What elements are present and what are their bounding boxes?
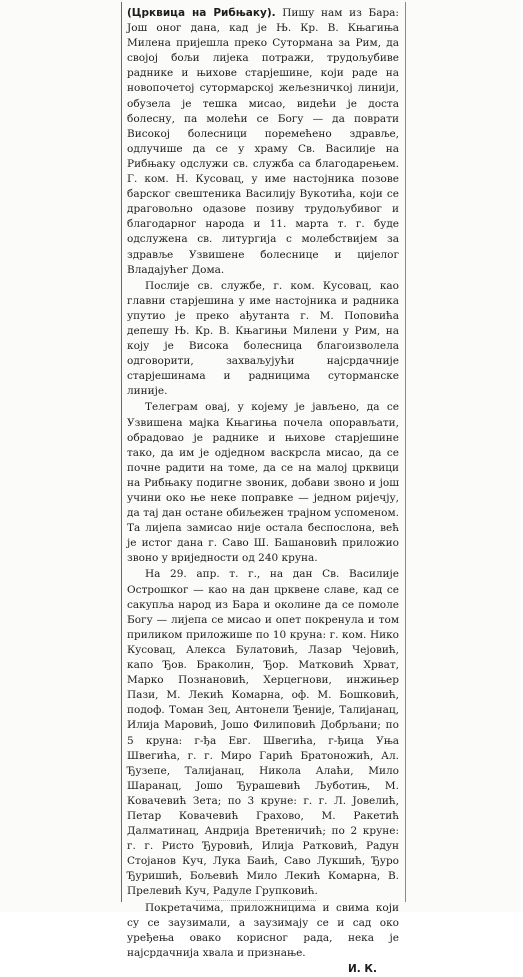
article-paragraph-4: На 29. апр. т. г., на дан Св. Василије Острошког — као на дан црквене славе, кад се сакупља народ из Бара и околине да се помоле Богу — лијепа се мисао и опет покренула и том приликом приложише по 10 круна: г. ком. Нико Кусовац, Алекса Булатовић, Лазар Чејовић, капо Ђов. Браколин, Ђор. Матковић Хрват, Марко Познановић, Херцегнови, инжињер Пази, М. Лекић Комарна, оф. М. Бошковић, подоф. Томан Зец, Антонели Ђеније, Талијанац, Илија Маровић, Јошо Филиповић Добрљани; по 5 круна: г-ђа Евг. Швегића, г-ђица Уња Швегића, г. г. Миро Гарић Братоножић, Ал. Ђузепе, Талијанац, Никола Алаћи, Мило Шаранац, Јошо Ђурашевић Љуботињ, М. Ковачевић Зета; по 3 круне: г. г. Л. Јовелић, Петар Ковачевић Грахово, М. Ракетић Далматинац, Андрија Вретеничић; по 2 круне: г. г. Ристо Ђуровић, Илија Ратковић, Радун Стојанов Куч, Лука Баић, Саво Лукшић, Ђуро Ђуришић, Бољевић Мило Лекић Комарна, В. Прелевић Куч, Радуле Групковић.	[127, 568, 399, 898]
article-paragraph-2: Послије св. службе, г. ком. Кусовац, као главни старјешина у име настојника и радника упутио је преко ађутанта г. М. Поповића депешу Њ. Кр. В. Књагињи Милени у Рим, на коју је Висока болесница благоизволела одговорити, захваљујући најсрдачније старјешинама и радницима суторманске линије.	[127, 279, 399, 398]
paragraph-text: Пишу нам из Бара: Још оног дана, кад је Њ. Кр. В. Књагиња Милена пријешла преко Сутормана за Рим, да својој бољи лијека потражи, трудољубиве раднике и њихове старјешине, који раде на новопочетој сутормарској жељезничкој линији, обузела је тешка мисао, видећи је доста болесну, па молећи се Богу — да поврати Високој болесници поремећено здравље, одлучише да се у храму Св. Василије на Рибњаку одслужи св. служба са благодарењем. Г. ком. Н. Кусовац, у име настојника позове барског свештеника Василију Вукотића, који се драговољно одазове позиву трудољубивог и благодарног народа и 11. марта т. г. буде одслужена св. литургија с молебствијем за здравље Узвишене болеснице и цијелог Владајућег Дома.	[127, 7, 399, 276]
article-title: (Црквица на Рибњаку).	[127, 7, 276, 19]
article-paragraph-1	[127, 6, 399, 278]
article-paragraph-3: Телеграм овај, у којему је јављено, да се Узвишена мајка Књагиња почела опорављати, обрадовао је раднике и њихове старјешине тако, да им је одједном васкрсла мисао, да се почне радити на томе, да се на малој црквици на Рибњаку подигне звоник, добави звоно и још учини око ње неке поправке — једном ријечју, да тај дан остане обиљежен трајном успоменом. Та лијепа замисао није остала беспослона, већ је истог дана г. Саво Ш. Башановић приложио звоно у вриједности од 240 круна.	[127, 401, 399, 565]
next-article-fragment	[196, 900, 316, 907]
article-paragraph-5: Покретачима, приложницима и свима који су се заузимали, а заузимају се и сад око уређења овако корисног рада, нека је најсрдачнија хвала и признање.	[127, 901, 399, 959]
column-rule-right	[405, 2, 406, 902]
column-rule-left	[121, 2, 122, 902]
article-signature: И. К.	[347, 962, 377, 975]
article-column	[127, 6, 399, 977]
